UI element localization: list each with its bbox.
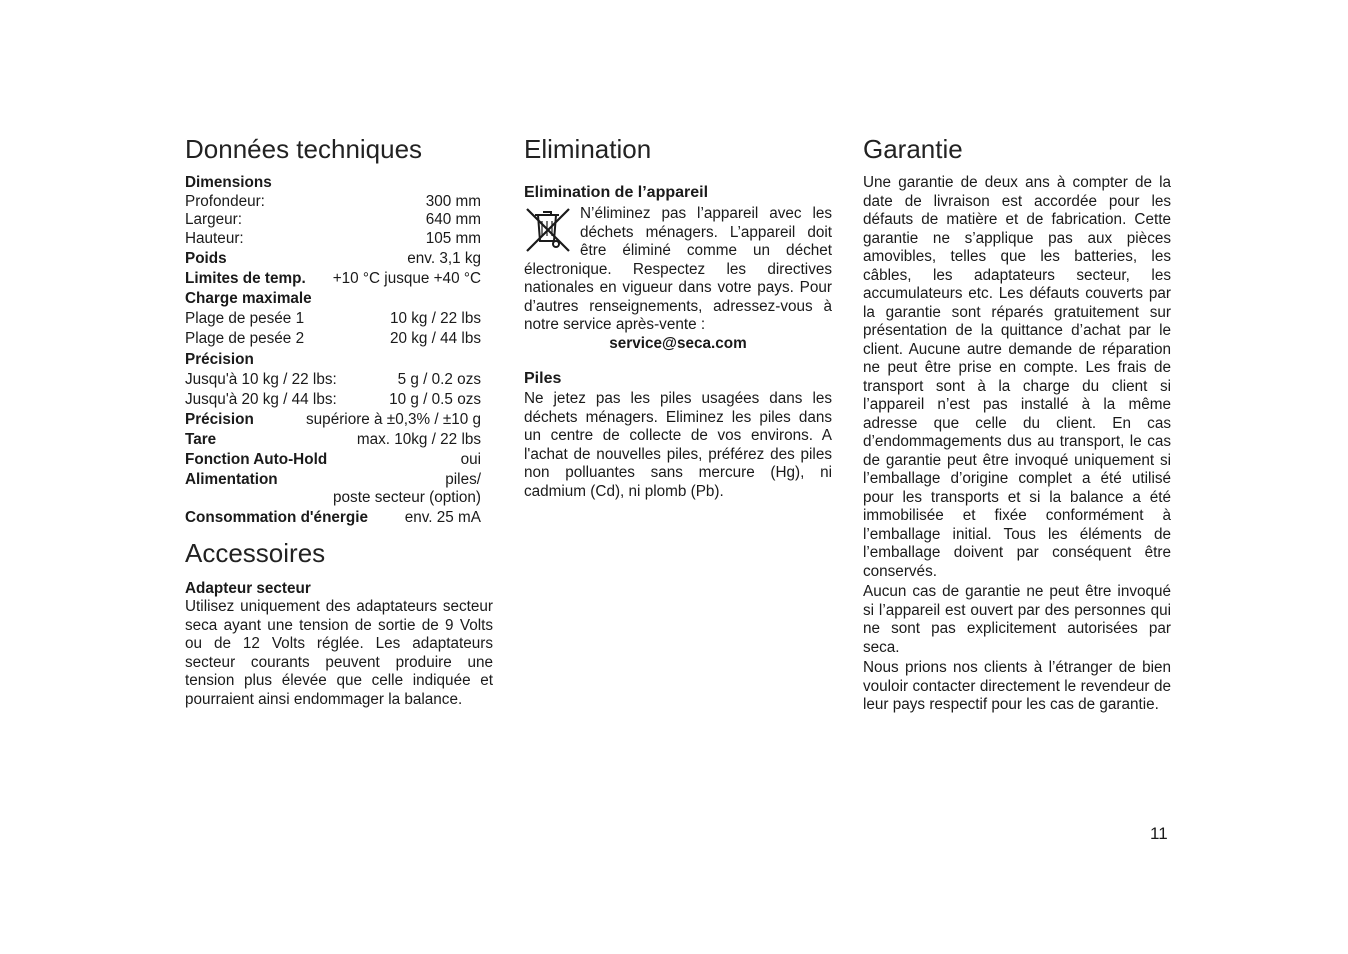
- spec-row-precision1: [185, 371, 481, 390]
- dimensions-heading: Dimensions: [185, 174, 272, 191]
- tech-title: Données techniques: [185, 134, 423, 164]
- spec-row-energy: [185, 509, 481, 528]
- auto-hold-label: Fonction Auto-Hold: [185, 450, 328, 468]
- warranty-column: [863, 133, 1171, 715]
- precision2-value: 10 g / 0.5 ozs: [389, 390, 481, 408]
- technical-data-column: [185, 133, 493, 709]
- warranty-paragraph-1: Une garantie de deux ans à compter de la date de livraison est accordée pour les défauts de matière et de fabrication. Cette garantie ne s’applique pas aux pièces amovibles, telles que les batteries, les câbles, les adaptateurs secteur, les accumulateurs etc. Les défauts couverts par la garantie sont réparés gratuitement sur présentation de la quittance d’achat par le client. Aucune autre demande de réparation ne peut être prise en compte. Les frais de transport sont à la charge du client si l’appareil n’est pas installé à la même adresse que celle du client. En cas d’endommagements dus au transport, le cas de garantie peut être invoqué uniquement si l’emballage d’origine complet a été utilisé pour les transports et si la balance a été immobilisée et fixée conformément à l’emballage initial. Tous les éléments de l’emballage doivent par conséquent être conservés.: [863, 174, 1171, 580]
- adapter-text: Utilisez uniquement des adaptateurs secteur seca ayant une tension de sortie de 9 Volts ou de 12 Volts réglée. Les adaptateurs secteur courants peuvent produire une tension plus élevée que celle indiquée et pourraient ainsi endommager la balance.: [185, 598, 493, 708]
- tare-value: max. 10kg / 22 lbs: [356, 430, 481, 448]
- service-email: service@seca.com: [609, 334, 747, 352]
- height-label: Hauteur:: [185, 229, 244, 247]
- power-value-1: piles/: [445, 470, 481, 488]
- weight-label: Poids: [185, 249, 227, 267]
- power-value-2: poste secteur (option): [333, 489, 481, 506]
- device-disposal-text: [524, 205, 832, 335]
- spec-row-power: [185, 471, 481, 490]
- precision3-value: supériore à ±0,3% / ±10 g: [306, 410, 481, 428]
- range2-label: Plage de pesée 2: [185, 330, 305, 347]
- warranty-paragraph-2: Aucun cas de garantie ne peut être invoqué si l’appareil est ouvert par des personnes qui ne sont pas explicitement autorisées par seca.: [863, 583, 1171, 656]
- precision3-label: Précision: [185, 410, 254, 428]
- auto-hold-value: oui: [460, 450, 481, 468]
- spec-row-precision2: [185, 391, 481, 410]
- precision2-label: Jusqu'à 20 kg / 44 lbs:: [185, 390, 337, 408]
- batteries-text: Ne jetez pas les piles usagées dans les déchets ménagers. Eliminez les piles dans un centre de collecte de vos environs. A l'achat de nouvelles piles, préférez des piles non polluantes sans mercure (Hg), ni cadmium (Cd), ni plomb (Pb).: [524, 390, 832, 500]
- precision1-label: Jusqu'à 10 kg / 22 lbs:: [185, 370, 337, 388]
- accessories-title: Accessoires: [185, 537, 326, 568]
- precision-heading: Précision: [185, 350, 254, 368]
- spec-row-temperature: [185, 270, 481, 289]
- elimination-title: Elimination: [524, 134, 652, 164]
- device-disposal-heading: Elimination de l’appareil: [524, 184, 709, 201]
- energy-value: env. 25 mA: [404, 509, 481, 526]
- temperature-label: Limites de temp.: [185, 269, 306, 287]
- range1-label: Plage de pesée 1: [185, 310, 305, 327]
- range2-value: 20 kg / 44 lbs: [390, 330, 481, 347]
- depth-label: Profondeur:: [185, 192, 265, 210]
- spec-row-range2: [185, 330, 481, 349]
- elimination-column: [524, 133, 832, 501]
- warranty-paragraph-3: Nous prions nos clients à l’étranger de bien vouloir contacter directement le revendeur de leur pays respectif pour les cas de garantie.: [863, 659, 1171, 713]
- precision1-value: 5 g / 0.2 ozs: [397, 370, 481, 388]
- width-label: Largeur:: [185, 211, 242, 228]
- tare-label: Tare: [185, 430, 217, 448]
- device-disposal-body: N’éliminez pas l’appareil avec les déchets ménagers. L’appareil doit être éliminé comme un déchet électronique. Respectez les directives nationales en vigueur dans votre pays. Pour d’autres renseignements, adressez-vous à notre service après-vente :: [524, 205, 832, 333]
- spec-row-range1: [185, 310, 481, 329]
- power-label: Alimentation: [185, 470, 278, 488]
- spec-row-height: [185, 230, 481, 249]
- crossed-out-wheelie-bin-icon: [524, 207, 572, 253]
- batteries-heading: Piles: [524, 370, 562, 387]
- width-value: 640 mm: [425, 211, 481, 228]
- spec-row-weight: [185, 250, 481, 269]
- spec-row-depth: [185, 193, 481, 212]
- spec-row-tare: [185, 431, 481, 450]
- height-value: 105 mm: [425, 229, 481, 247]
- spec-row-precision3: [185, 411, 481, 430]
- spec-row-auto-hold: [185, 451, 481, 470]
- page-number: 11: [1150, 824, 1168, 843]
- adapter-heading: Adapteur secteur: [185, 579, 311, 597]
- spec-row-width: [185, 211, 481, 230]
- depth-value: 300 mm: [425, 192, 481, 210]
- weight-value: env. 3,1 kg: [407, 249, 481, 267]
- energy-label: Consommation d'énergie: [185, 509, 368, 526]
- temperature-value: +10 °C jusque +40 °C: [332, 269, 481, 287]
- range1-value: 10 kg / 22 lbs: [390, 310, 481, 327]
- warranty-title: Garantie: [863, 134, 963, 164]
- max-load-heading: Charge maximale: [185, 290, 312, 307]
